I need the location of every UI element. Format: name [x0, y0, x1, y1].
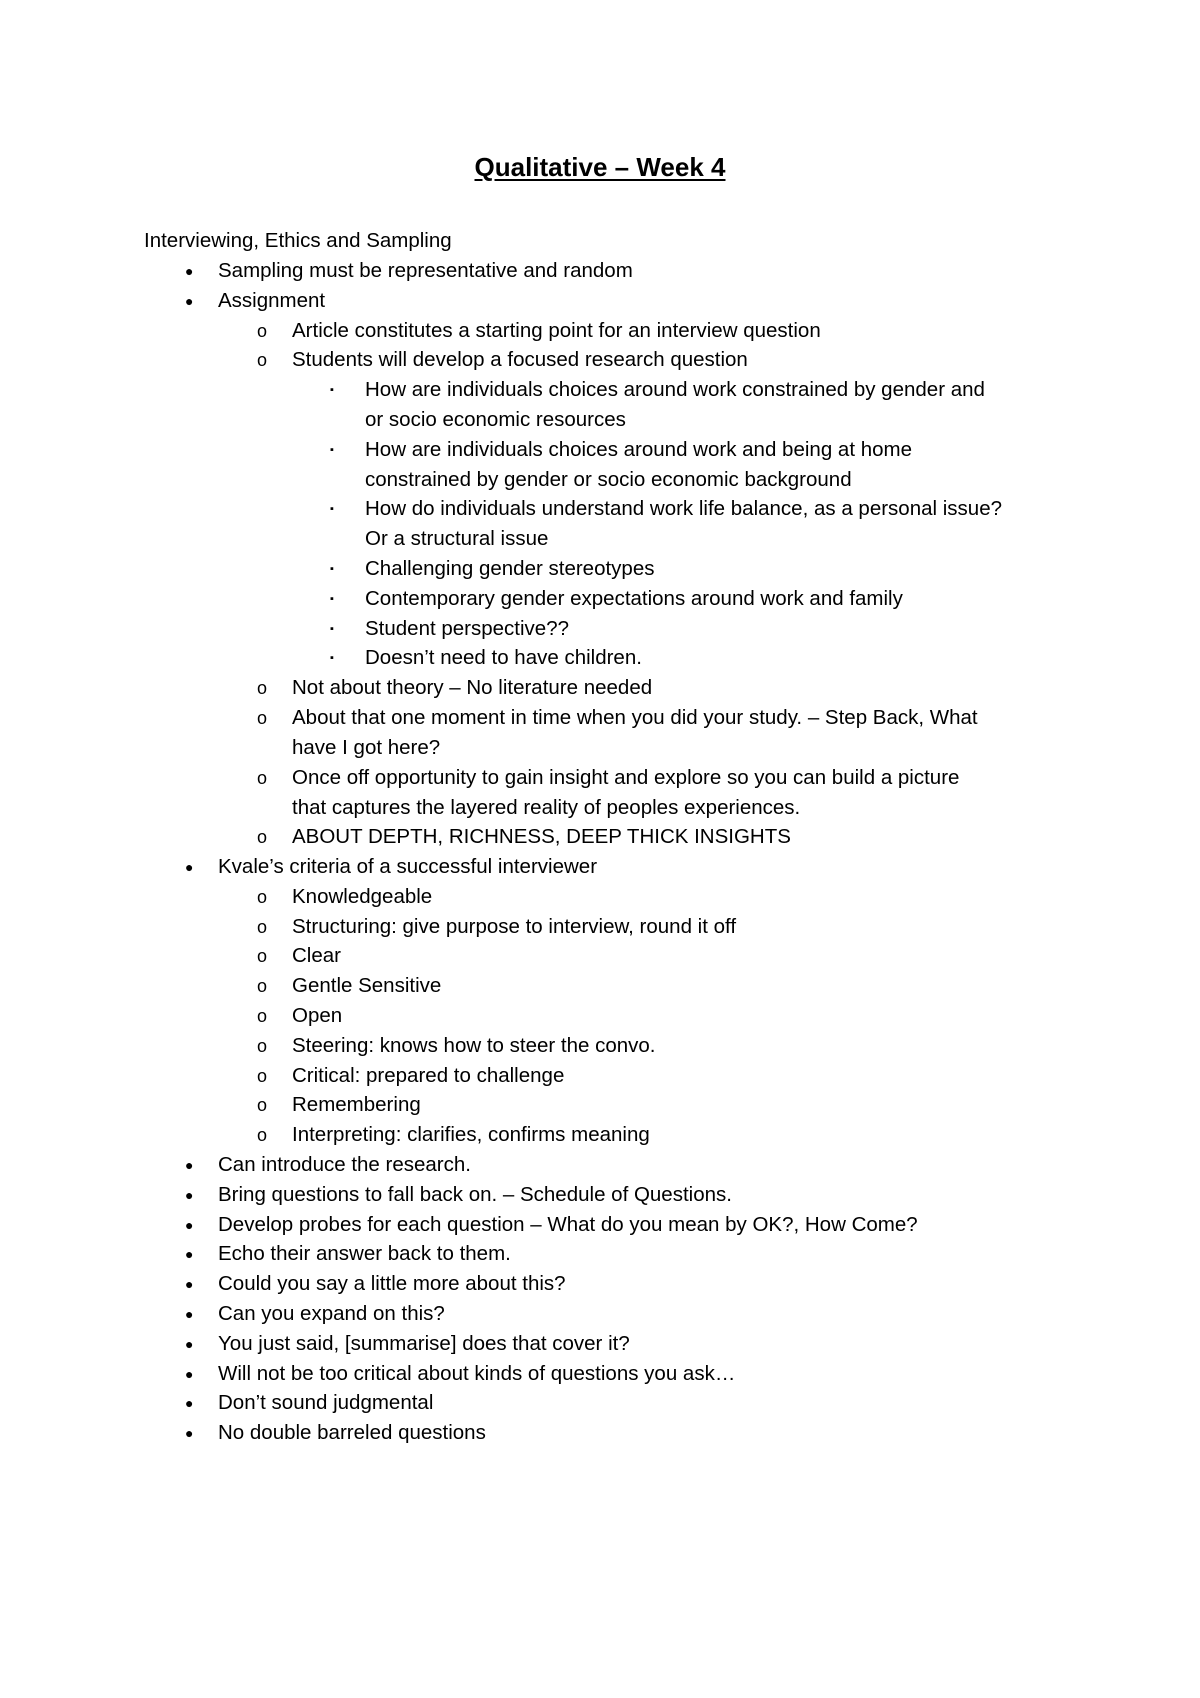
list-item-line: Echo their answer back to them.	[218, 1242, 511, 1266]
list-item-line: Open	[292, 1004, 343, 1027]
list-item-line: constrained by gender or socio economic background	[365, 467, 852, 491]
page-title	[0, 150, 1200, 184]
list-item-text	[292, 763, 959, 823]
bullet-marker-icon: o	[257, 1065, 268, 1086]
list-item-line: Can introduce the research.	[218, 1153, 471, 1176]
list-item-text	[292, 316, 821, 346]
list-item-line: Bring questions to fall back on. – Schedule of Questions.	[218, 1182, 732, 1206]
bullet-marker-icon: ●	[185, 1425, 194, 1442]
bullet-marker-icon: o	[257, 976, 268, 997]
list-item-text	[292, 345, 748, 375]
list-item-line: Article constitutes a starting point for an interview question	[292, 318, 821, 342]
list-item-line: How do individuals understand work life balance, as a personal issue?	[365, 497, 1003, 521]
list-item-line: have I got here?	[292, 736, 441, 759]
list-item-line: Kvale’s criteria of a successful interviewer	[218, 855, 598, 878]
list-item-text	[365, 435, 912, 495]
list-item-text	[292, 971, 441, 1001]
list-item-line: Develop probes for each question – What do you mean by OK?, How Come?	[218, 1212, 918, 1236]
list-item-line: Interpreting: clarifies, confirms meaning	[292, 1123, 650, 1147]
bullet-marker-icon: o	[257, 1095, 268, 1116]
bullet-marker-icon: ●	[185, 1246, 194, 1263]
list-item-line: Remembering	[292, 1093, 421, 1117]
list-item-text	[292, 1001, 342, 1031]
list-item-line: Doesn’t need to have children.	[365, 646, 642, 670]
list-item-text	[292, 673, 652, 703]
list-item-line: or socio economic resources	[365, 408, 626, 432]
bullet-marker-icon: o	[257, 827, 268, 848]
list-item-line: Could you say a little more about this?	[218, 1272, 566, 1296]
list-item-text	[292, 822, 791, 852]
list-item-text	[218, 1239, 511, 1269]
list-item-line: Knowledgeable	[292, 884, 433, 908]
list-item-text	[292, 1061, 564, 1091]
bullet-marker-icon: ▪	[330, 622, 334, 635]
list-item-line: Not about theory – No literature needed	[292, 676, 653, 700]
bullet-marker-icon: o	[257, 916, 268, 937]
bullet-marker-icon: ▪	[330, 443, 334, 456]
list-item-line: Can you expand on this?	[218, 1302, 445, 1325]
list-item-text	[292, 912, 736, 942]
bullet-marker-icon: o	[257, 886, 268, 907]
list-item-text	[365, 375, 985, 435]
list-item-line: Or a structural issue	[365, 527, 549, 551]
bullet-marker-icon: ▪	[330, 503, 334, 516]
list-item-text	[218, 286, 325, 316]
list-item-text	[292, 941, 341, 971]
list-item-line: that captures the layered reality of peoples experiences.	[292, 795, 801, 819]
bullet-marker-icon: ▪	[330, 592, 334, 605]
bullet-marker-icon: ▪	[330, 384, 334, 397]
bullet-marker-icon: ●	[185, 292, 194, 309]
list-item-line: Once off opportunity to gain insight and explore so you can build a picture	[292, 765, 960, 789]
bullet-marker-icon: ●	[185, 1216, 194, 1233]
list-item-text	[218, 1299, 445, 1329]
list-item-line: Steering: knows how to steer the convo.	[292, 1033, 656, 1057]
list-item-text	[218, 1418, 486, 1448]
list-item-text	[292, 1090, 421, 1120]
list-item-text	[365, 584, 903, 614]
bullet-marker-icon: ●	[185, 1365, 194, 1382]
bullet-marker-icon: ●	[185, 1395, 194, 1412]
list-item-text	[365, 494, 1002, 554]
bullet-marker-icon: o	[257, 946, 268, 967]
list-item-line: How are individuals choices around work and being at home	[365, 437, 912, 461]
list-item-text	[218, 1329, 630, 1359]
list-item-text	[218, 1150, 471, 1180]
bullet-marker-icon: ●	[185, 263, 194, 279]
list-item-text	[218, 1210, 918, 1240]
bullet-marker-icon: o	[257, 320, 268, 341]
bullet-marker-icon: ●	[185, 859, 194, 875]
list-item-line: Don’t sound judgmental	[218, 1391, 434, 1415]
bullet-marker-icon: ●	[185, 1157, 194, 1173]
list-item-text	[218, 1388, 433, 1418]
bullet-marker-icon: ▪	[330, 563, 334, 575]
list-item-text	[218, 256, 633, 286]
bullet-marker-icon: o	[257, 1006, 268, 1026]
list-item-line: How are individuals choices around work constrained by gender and	[365, 378, 985, 402]
bullet-marker-icon: o	[257, 767, 268, 788]
list-item-text	[365, 643, 642, 673]
section-heading: Interviewing, Ethics and Sampling	[144, 229, 452, 252]
list-item-text	[292, 1120, 650, 1150]
list-item-text	[218, 1359, 735, 1389]
list-item-text	[292, 703, 978, 763]
page-title-text: Qualitative – Week 4	[474, 152, 726, 182]
list-item-text	[292, 1031, 656, 1061]
list-item-text	[292, 882, 432, 912]
list-item-text	[365, 614, 569, 644]
list-item-line: Assignment	[218, 288, 326, 312]
list-item-line: Will not be too critical about kinds of questions you ask…	[218, 1361, 736, 1385]
list-item-line: Gentle Sensitive	[292, 974, 442, 998]
list-item-line: Clear	[292, 944, 341, 968]
list-item-line: Sampling must be representative and random	[218, 259, 633, 282]
bullet-marker-icon: ●	[185, 1335, 194, 1352]
bullet-marker-icon: ●	[185, 1306, 194, 1322]
bullet-marker-icon: ▪	[330, 652, 334, 665]
list-item-line: Critical: prepared to challenge	[292, 1063, 565, 1087]
list-item-line: Student perspective??	[365, 616, 569, 640]
list-item-text	[218, 1180, 732, 1210]
list-item-line: Students will develop a focused research question	[292, 348, 748, 372]
list-item-line: Challenging gender stereotypes	[365, 557, 655, 580]
bullet-marker-icon: o	[257, 678, 268, 699]
bullet-marker-icon: o	[257, 1125, 268, 1146]
bullet-marker-icon: ●	[185, 1186, 194, 1203]
bullet-marker-icon: o	[257, 708, 268, 728]
bullet-marker-icon: ●	[185, 1276, 194, 1293]
list-item-text	[218, 1269, 566, 1299]
bullet-marker-icon: o	[257, 1035, 268, 1056]
list-item-text	[365, 554, 654, 584]
list-item-line: ABOUT DEPTH, RICHNESS, DEEP THICK INSIGHTS	[292, 825, 791, 849]
list-item-line: About that one moment in time when you did your study. – Step Back, What	[292, 706, 978, 729]
bullet-marker-icon: o	[257, 350, 268, 371]
list-item-line: You just said, [summarise] does that cover it?	[218, 1331, 630, 1355]
list-item-line: No double barreled questions	[218, 1421, 486, 1445]
list-item-text	[218, 852, 597, 882]
list-item-line: Contemporary gender expectations around work and family	[365, 586, 903, 610]
list-item-line: Structuring: give purpose to interview, round it off	[292, 914, 737, 938]
